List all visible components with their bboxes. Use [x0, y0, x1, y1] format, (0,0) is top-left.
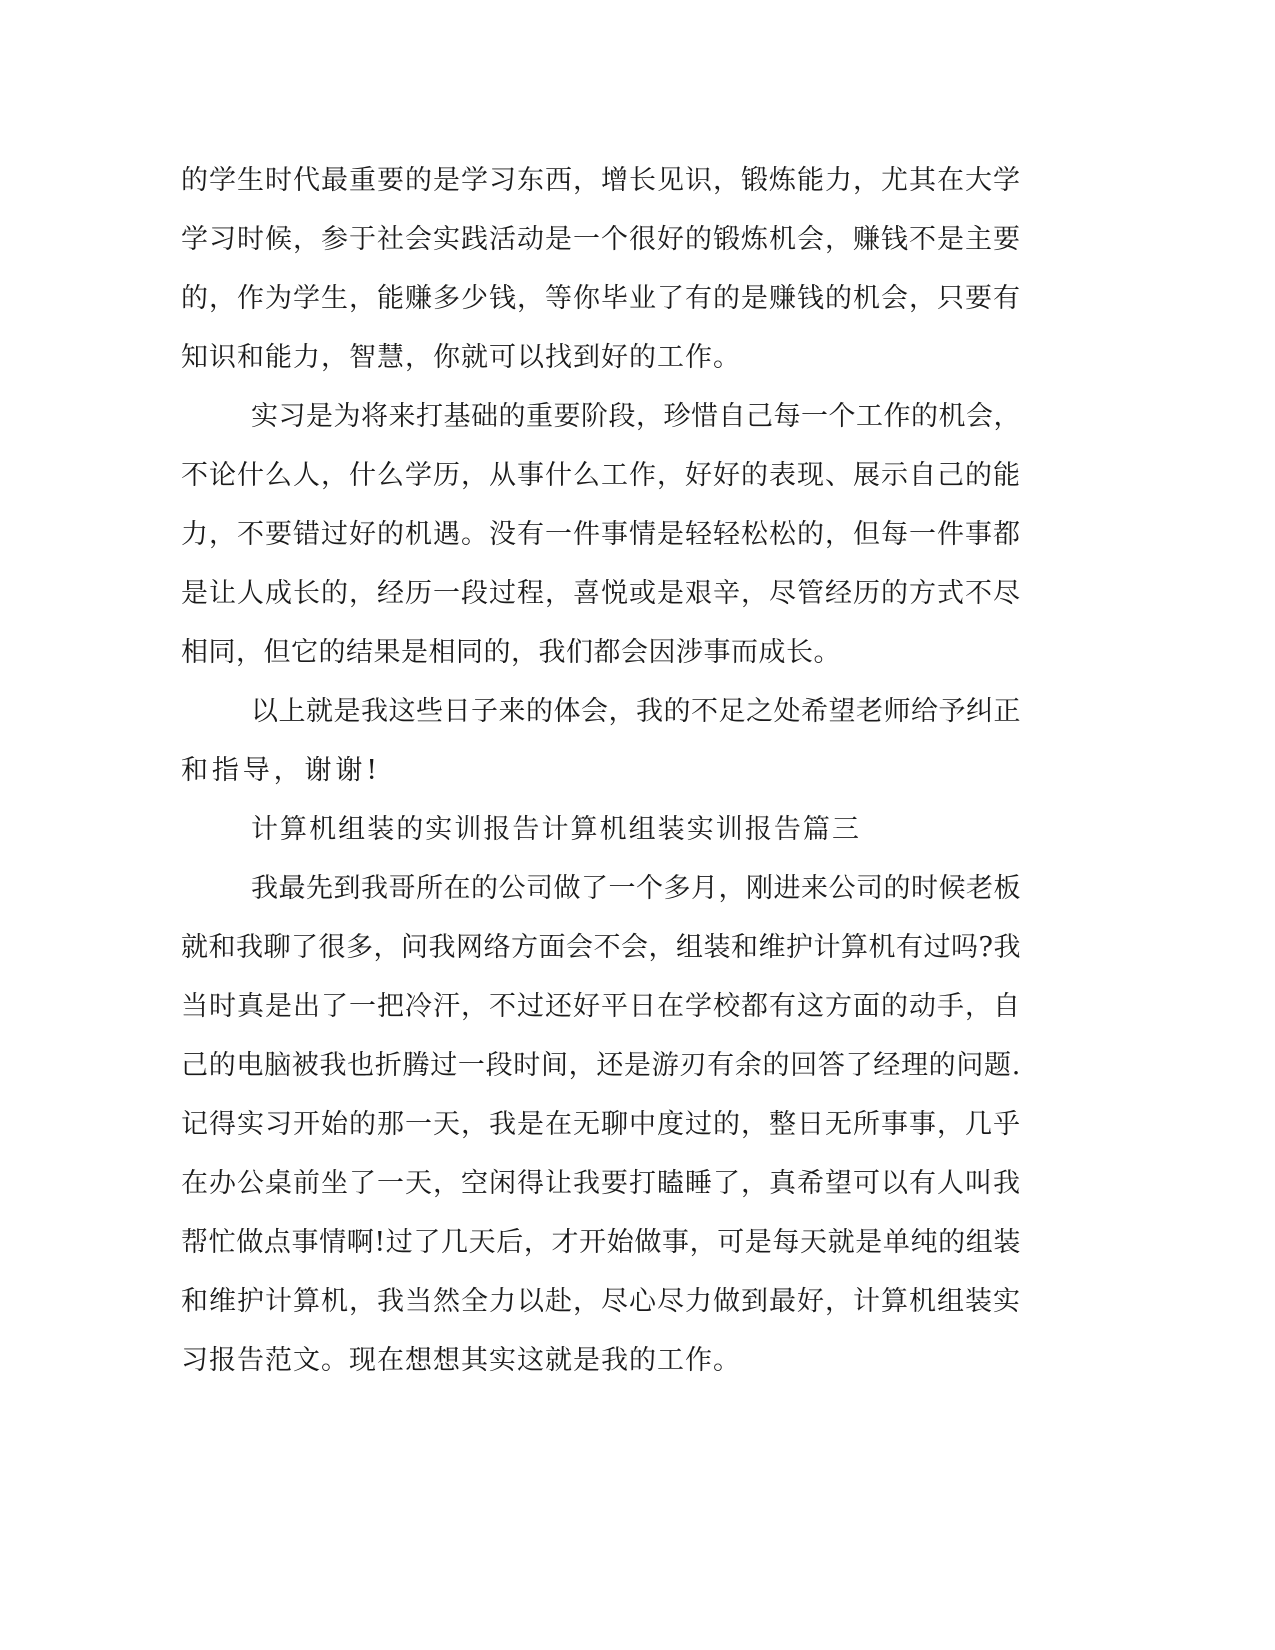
text-line-14: 就和我聊了很多，问我网络方面会不会，组装和维护计算机有过吗?我 [181, 932, 1021, 963]
text-line-20: 和维护计算机，我当然全力以赴，尽心尽力做到最好，计算机组装实 [181, 1286, 1021, 1317]
text-line-21: 习报告范文。现在想想其实这就是我的工作。 [181, 1345, 741, 1376]
text-line-11: 和指导，谢谢! [181, 755, 381, 786]
text-line-4: 知识和能力，智慧，你就可以找到好的工作。 [181, 342, 741, 373]
section-heading: 计算机组装的实训报告计算机组装实训报告篇三 [251, 814, 861, 845]
text-line-6: 不论什么人，什么学历，从事什么工作，好好的表现、展示自己的能 [181, 460, 1021, 491]
text-line-9: 相同，但它的结果是相同的，我们都会因涉事而成长。 [181, 637, 841, 668]
text-line-8: 是让人成长的，经历一段过程，喜悦或是艰辛，尽管经历的方式不尽 [181, 578, 1021, 609]
text-line-18: 在办公桌前坐了一天，空闲得让我要打瞌睡了，真希望可以有人叫我 [181, 1168, 1021, 1199]
text-line-1: 的学生时代最重要的是学习东西，增长见识，锻炼能力，尤其在大学 [181, 165, 1021, 196]
text-line-16: 己的电脑被我也折腾过一段时间，还是游刃有余的回答了经理的问题. [181, 1050, 1021, 1081]
text-line-15: 当时真是出了一把冷汗，不过还好平日在学校都有这方面的动手，自 [181, 991, 1021, 1022]
text-line-5: 实习是为将来打基础的重要阶段，珍惜自己每一个工作的机会， [251, 401, 1021, 432]
text-line-13: 我最先到我哥所在的公司做了一个多月，刚进来公司的时候老板 [251, 873, 1021, 904]
text-line-17: 记得实习开始的那一天，我是在无聊中度过的，整日无所事事，几乎 [181, 1109, 1021, 1140]
text-line-2: 学习时候，参于社会实践活动是一个很好的锻炼机会，赚钱不是主要 [181, 224, 1021, 255]
text-line-19: 帮忙做点事情啊!过了几天后，才开始做事，可是每天就是单纯的组装 [181, 1227, 1021, 1258]
text-line-3: 的，作为学生，能赚多少钱，等你毕业了有的是赚钱的机会，只要有 [181, 283, 1021, 314]
text-line-10: 以上就是我这些日子来的体会，我的不足之处希望老师给予纠正 [251, 696, 1021, 727]
text-line-7: 力，不要错过好的机遇。没有一件事情是轻轻松松的，但每一件事都 [181, 519, 1021, 550]
